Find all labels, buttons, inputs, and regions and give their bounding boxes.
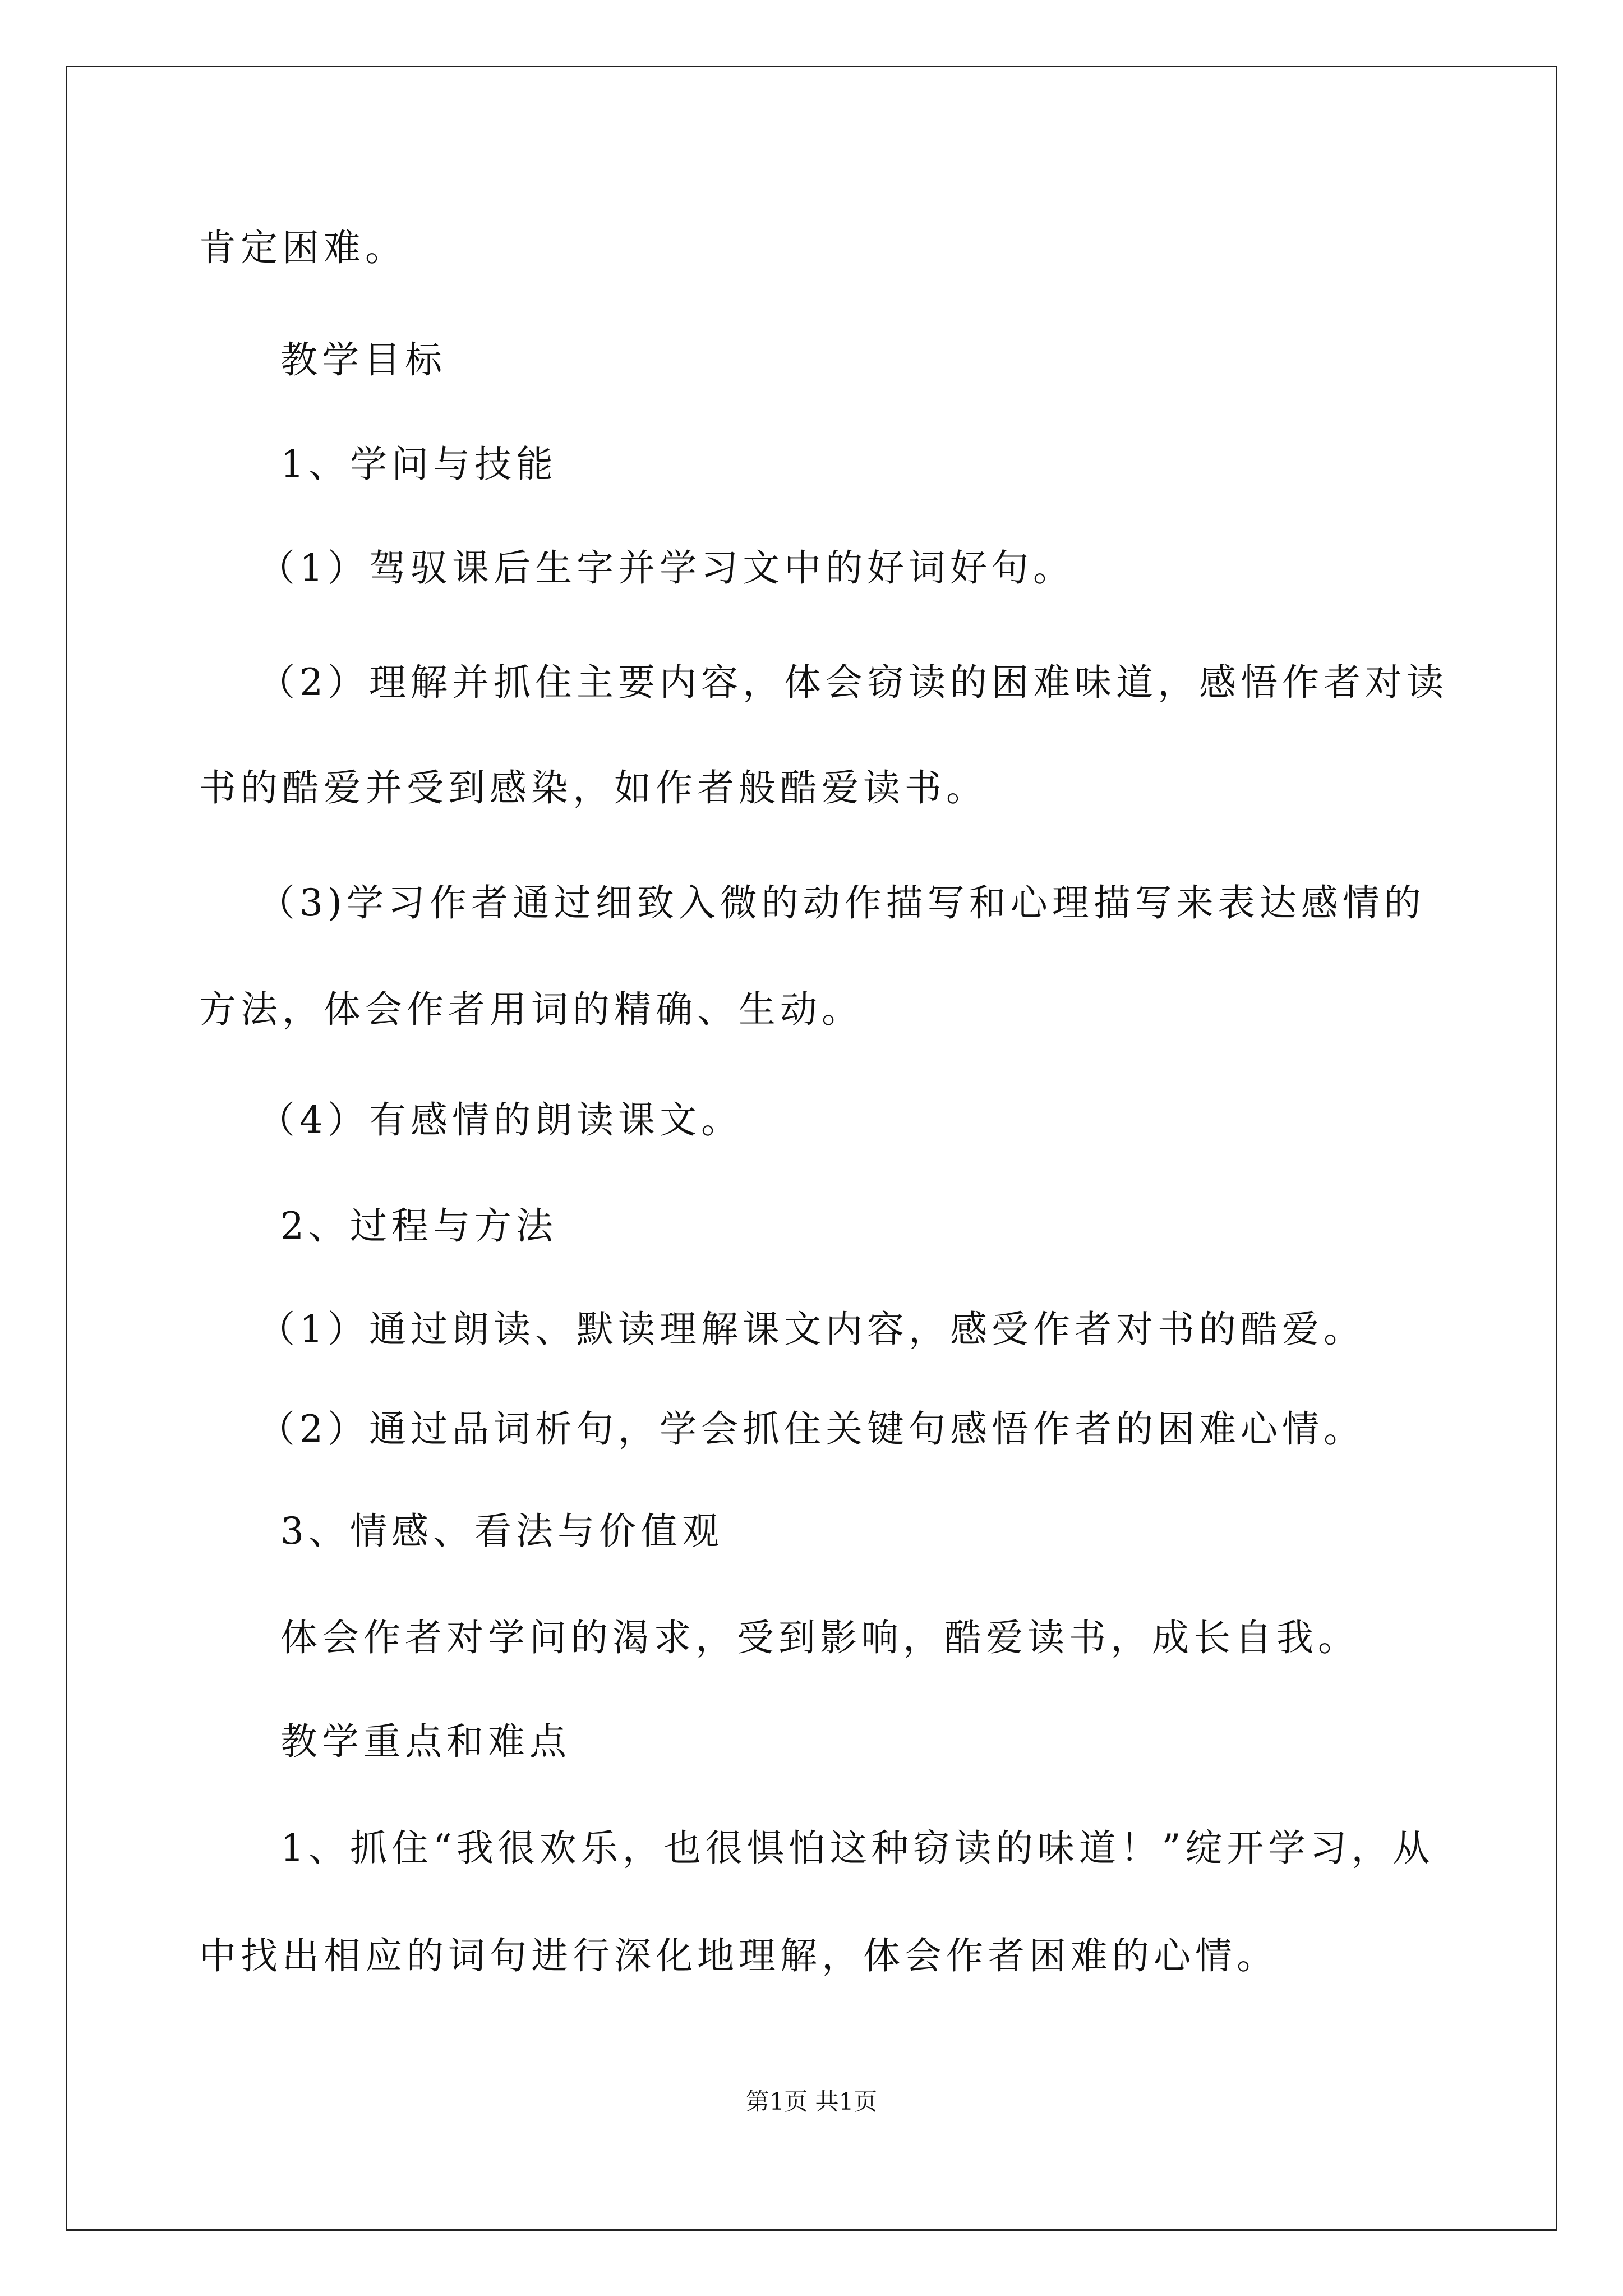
section-heading: 教学目标 bbox=[280, 338, 446, 381]
section-heading: 教学重点和难点 bbox=[280, 1720, 571, 1763]
subsection-heading: 1、学问与技能 bbox=[280, 443, 557, 486]
subsection-heading: 3、情感、看法与价值观 bbox=[280, 1510, 723, 1553]
list-item: （2）通过品词析句，学会抓住关键句感悟作者的困难心情。 bbox=[258, 1407, 1365, 1451]
page-number-footer: 第1页 共1页 bbox=[745, 2088, 878, 2115]
list-item: （3)学习作者通过细致入微的动作描写和心理描写来表达感情的 bbox=[258, 881, 1426, 924]
text-line: 方法，体会作者用词的精确、生动。 bbox=[199, 988, 863, 1031]
text-line: 中找出相应的词句进行深化地理解，体会作者困难的心情。 bbox=[199, 1934, 1278, 1977]
text-line: 体会作者对学问的渴求，受到影响，酷爱读书，成长自我。 bbox=[280, 1616, 1359, 1659]
list-item: （4）有感情的朗读课文。 bbox=[258, 1098, 743, 1142]
list-item: （2）理解并抓住主要内容，体会窃读的困难味道，感悟作者对读 bbox=[258, 661, 1448, 704]
list-item: （1）通过朗读、默读理解课文内容，感受作者对书的酷爱。 bbox=[258, 1308, 1365, 1351]
text-line: 书的酷爱并受到感染，如作者般酷爱读书。 bbox=[199, 766, 988, 809]
page-border bbox=[66, 66, 1557, 2231]
subsection-heading: 2、过程与方法 bbox=[280, 1204, 557, 1248]
text-line: 肯定困难。 bbox=[199, 226, 407, 269]
list-item: 1、抓住“我很欢乐，也很惧怕这种窃读的味道！”绽开学习，从 bbox=[280, 1826, 1435, 1870]
list-item: （1）驾驭课后生字并学习文中的好词好句。 bbox=[258, 546, 1075, 590]
